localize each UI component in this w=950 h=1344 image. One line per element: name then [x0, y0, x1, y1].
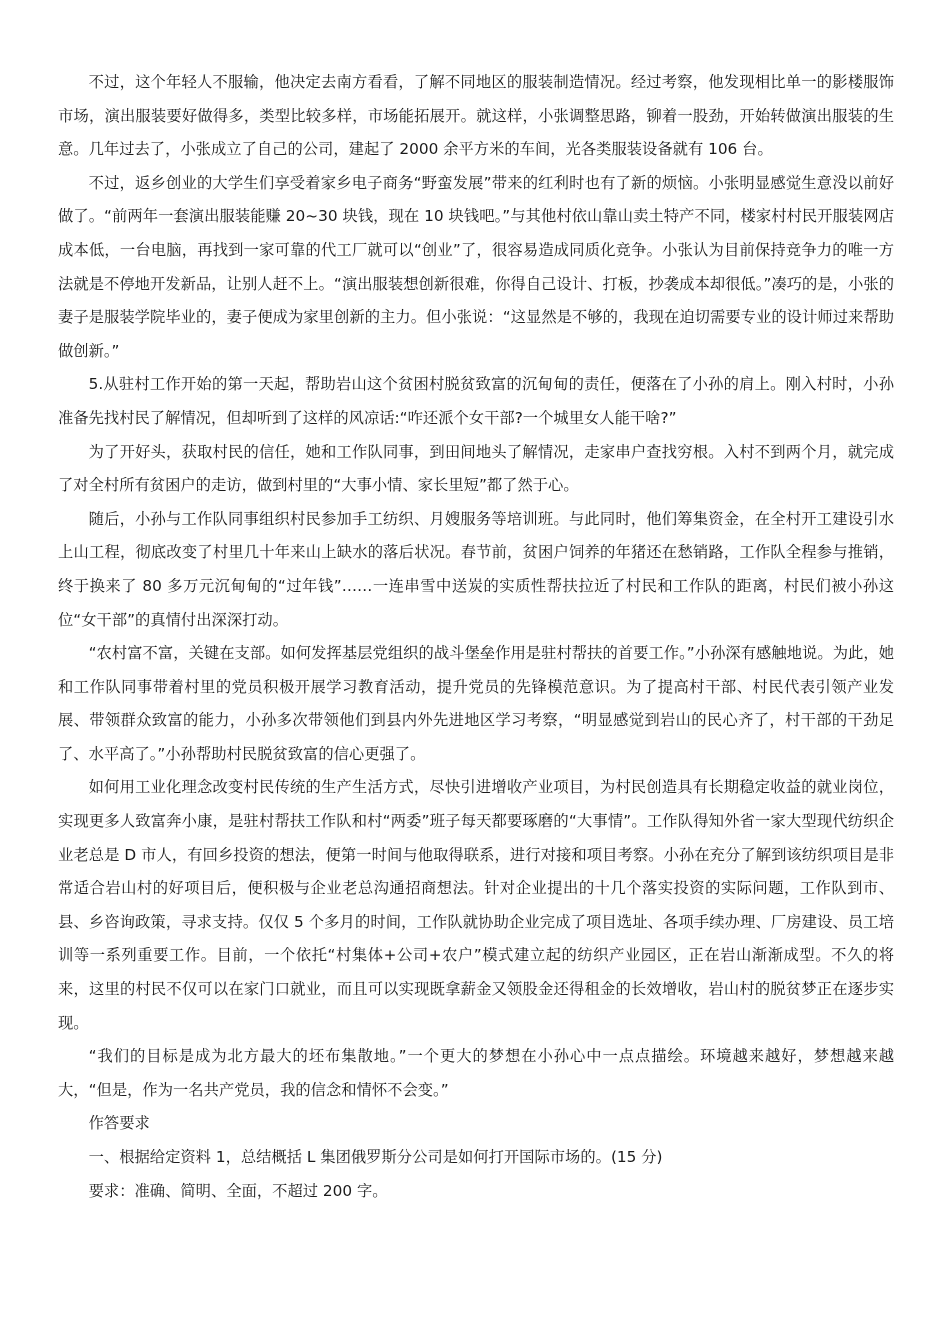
paragraph: 5.从驻村工作开始的第一天起，帮助岩山这个贫困村脱贫致富的沉甸甸的责任，便落在了小孙的肩上。刚入村时，小孙准备先找村民了解情况，但却听到了这样的风凉话:“咋还派个女干部?一个城里女人能干啥?” [58, 375, 894, 427]
paragraph: 如何用工业化理念改变村民传统的生产生活方式，尽快引进增收产业项目，为村民创造具有长期稳定收益的就业岗位，实现更多人致富奔小康，是驻村帮扶工作队和村“两委”班子每天都要琢磨的“大事情”。工作队得知外省一家大型现代纺织企业老总是 D 市人，有回乡投资的想法，便第一时间与他取得联系，进行对接和项目考察。小孙在充分了解到该纺织项目是非常适合岩山村的好项目后，便积极与企业老总沟通招商想法。针对企业提出的十几个落实投资的实际问题，工作队到市、县、乡咨询政策，寻求支持。仅仅 5 个多月的时间，工作队就协助企业完成了项目选址、各项手续办理、厂房建设、员工培训等一系列重要工作。目前，一个依托“村集体+公司+农户”模式建立起的纺织产业园区，正在岩山渐渐成型。不久的将来，这里的村民不仅可以在家门口就业，而且可以实现既拿薪金又领股金还得租金的长效增收，岩山村的脱贫梦正在逐步实现。 [58, 778, 894, 1032]
document-body [58, 66, 894, 1208]
requirements-heading: 作答要求 [88, 1114, 150, 1133]
paragraph: 不过，这个年轻人不服输，他决定去南方看看，了解不同地区的服装制造情况。经过考察，他发现相比单一的影楼服饰市场，演出服装要好做得多，类型比较多样，市场能拓展开。就这样，小张调整思路，铆着一股劲，开始转做演出服装的生意。几年过去了，小张成立了自己的公司，建起了 2000 余平方米的车间，光各类服装设备就有 106 台。 [58, 73, 894, 159]
paragraph: 不过，返乡创业的大学生们享受着家乡电子商务“野蛮发展”带来的红利时也有了新的烦恼。小张明显感觉生意没以前好做了。“前两年一套演出服装能赚 20~30 块钱，现在 10 块钱吧。”与其他村依山靠山卖土特产不同，楼家村村民开服装网店成本低，一台电脑，再找到一家可靠的代工厂就可以“创业”了，很容易造成同质化竞争。小张认为目前保持竞争力的唯一方法就是不停地开发新品，让别人赶不上。“演出服装想创新很难，你得自己设计、打板，抄袭成本却很低。”凑巧的是，小张的妻子是服装学院毕业的，妻子便成为家里创新的主力。但小张说：“这显然是不够的，我现在迫切需要专业的设计师过来帮助做创新。” [58, 173, 894, 360]
requirement-text: 要求：准确、简明、全面，不超过 200 字。 [88, 1181, 388, 1200]
question-text: 一、根据给定资料 1，总结概括 L 集团俄罗斯分公司是如何打开国际市场的。(15 分) [88, 1148, 663, 1166]
paragraph: 随后，小孙与工作队同事组织村民参加手工纺织、月嫂服务等培训班。与此同时，他们筹集资金，在全村开工建设引水上山工程，彻底改变了村里几十年来山上缺水的落后状况。春节前，贫困户饲养的年猪还在愁销路，工作队全程参与推销，终于换来了 80 多万元沉甸甸的“过年钱”……一连串雪中送炭的实质性帮扶拉近了村民和工作队的距离，村民们被小孙这位“女干部”的真情付出深深打动。 [58, 509, 894, 629]
paragraph: 为了开好头，获取村民的信任，她和工作队同事，到田间地头了解情况，走家串户查找穷根。入村不到两个月，就完成了对全村所有贫困户的走访，做到村里的“大事小情、家长里短”都了然于心。 [58, 442, 894, 495]
paragraph: “我们的目标是成为北方最大的坯布集散地。”一个更大的梦想在小孙心中一点点描绘。环境越来越好，梦想越来越大，“但是，作为一名共产党员，我的信念和情怀不会变。” [58, 1047, 894, 1099]
paragraph: “农村富不富，关键在支部。如何发挥基层党组织的战斗堡垒作用是驻村帮扶的首要工作。”小孙深有感触地说。为此，她和工作队同事带着村里的党员积极开展学习教育活动，提升党员的先锋模范意识。为了提高村干部、村民代表引领产业发展、带领群众致富的能力，小孙多次带领他们到县内外先进地区学习考察，“明显感觉到岩山的民心齐了，村干部的干劲足了、水平高了。”小孙帮助村民脱贫致富的信心更强了。 [58, 644, 894, 763]
